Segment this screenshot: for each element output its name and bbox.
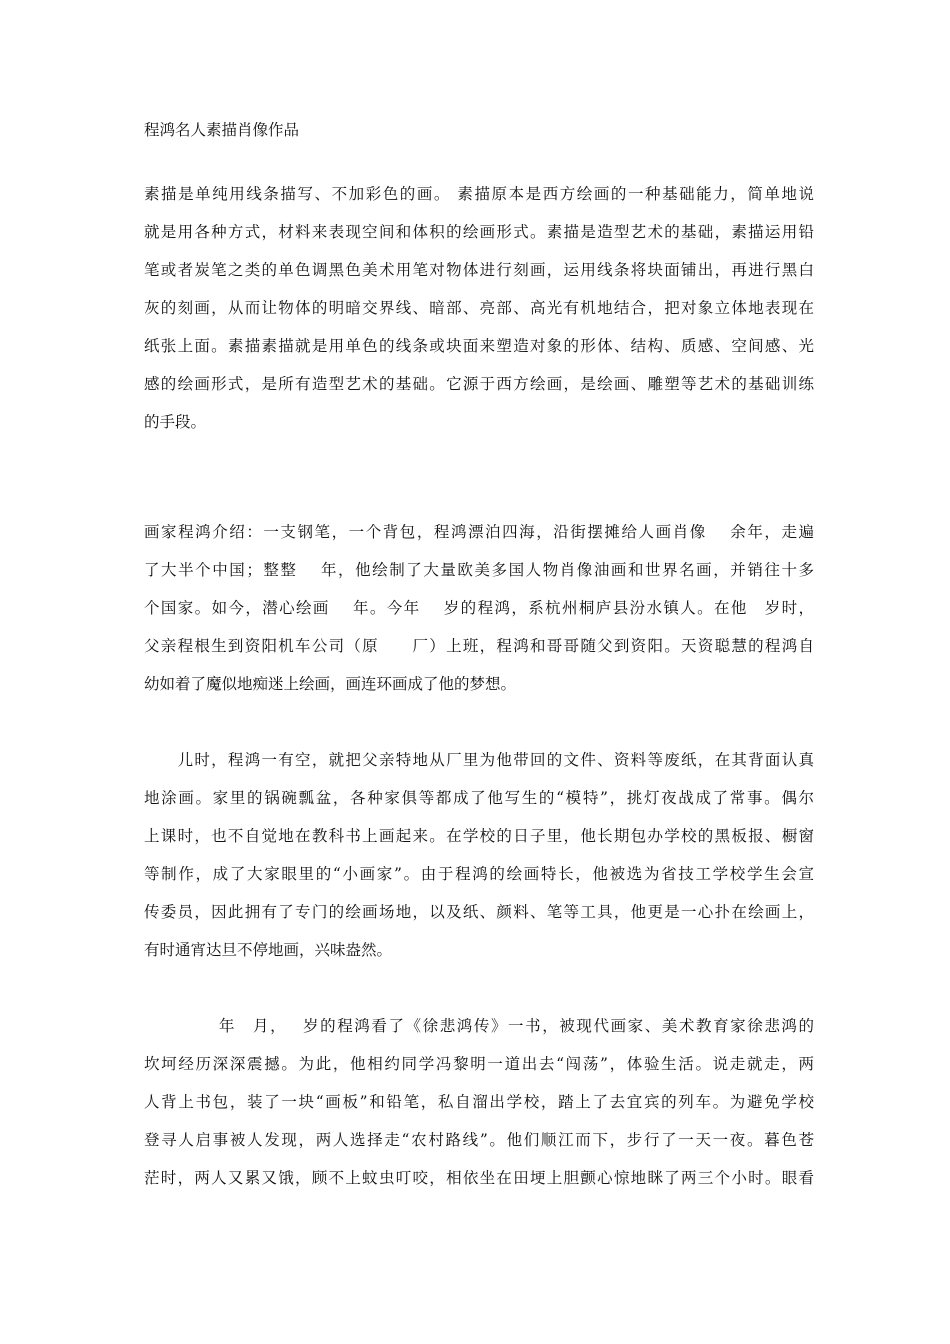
text-line: 灰的刻画，从而让物体的明暗交界线、暗部、亮部、高光有机地结合，把对象立体地表现在 <box>144 299 814 317</box>
text-line: 了大半个中国；整整 年，他绘制了大量欧美多国人物肖像油画和世界名画，并销往十多 <box>144 561 814 579</box>
document-title: 程鸿名人素描肖像作品 <box>144 121 300 139</box>
text-line: 幼如着了魔似地痴迷上绘画，画连环画成了他的梦想。 <box>144 675 517 693</box>
paragraph-childhood <box>144 741 814 969</box>
text-line: 地涂画。家里的锅碗瓢盆，各种家俱等都成了他写生的“模特”，挑灯夜战成了常事。偶尔 <box>144 789 814 807</box>
text-line: 年 月， 岁的程鸿看了《徐悲鸿传》一书，被现代画家、美术教育家徐悲鸿的 <box>144 1017 814 1035</box>
paragraph-journey <box>144 1007 814 1197</box>
text-line: 父亲程根生到资阳机车公司（原 厂）上班，程鸿和哥哥随父到资阳。天资聪慧的程鸿自 <box>144 637 814 655</box>
text-line: 有时通宵达旦不停地画，兴味盎然。 <box>144 941 393 959</box>
text-line: 纸张上面。素描素描就是用单色的线条或块面来塑造对象的形体、结构、质感、空间感、光 <box>144 337 814 355</box>
text-line: 茫时，两人又累又饿，顾不上蚊虫叮咬，相依坐在田埂上胆颤心惊地眯了两三个小时。眼看 <box>144 1169 814 1187</box>
text-line: 人背上书包，装了一块“画板”和铅笔，私自溜出学校，踏上了去宜宾的列车。为避免学校 <box>144 1093 814 1111</box>
text-line: 笔或者炭笔之类的单色调黑色美术用笔对物体进行刻画，运用线条将块面铺出，再进行黑白 <box>144 261 814 279</box>
text-line: 的手段。 <box>144 413 207 431</box>
text-line: 等制作，成了大家眼里的“小画家”。由于程鸿的绘画特长，他被选为省技工学校学生会宣 <box>144 865 814 883</box>
paragraph-sketch-definition <box>144 175 814 441</box>
text-line: 坎坷经历深深震撼。为此，他相约同学冯黎明一道出去“闯荡”，体验生活。说走就走，两 <box>144 1055 814 1073</box>
text-line: 素描是单纯用线条描写、不加彩色的画。 素描原本是西方绘画的一种基础能力，简单地说 <box>144 185 814 203</box>
text-line: 儿时，程鸿一有空，就把父亲特地从厂里为他带回的文件、资料等废纸，在其背面认真 <box>144 751 814 769</box>
text-line: 感的绘画形式，是所有造型艺术的基础。它源于西方绘画，是绘画、雕塑等艺术的基础训练 <box>144 375 814 393</box>
text-line: 登寻人启事被人发现，两人选择走“农村路线”。他们顺江而下，步行了一天一夜。暮色苍 <box>144 1131 814 1149</box>
paragraph-artist-intro <box>144 513 814 703</box>
text-line: 个国家。如今，潜心绘画 年。今年 岁的程鸿，系杭州桐庐县汾水镇人。在他 岁时， <box>144 599 814 617</box>
text-line: 画家程鸿介绍：一支钢笔，一个背包，程鸿漂泊四海，沿街摆摊给人画肖像 余年，走遍 <box>144 523 814 541</box>
text-line: 上课时，也不自觉地在教科书上画起来。在学校的日子里，他长期包办学校的黑板报、橱窗 <box>144 827 814 845</box>
text-line: 传委员，因此拥有了专门的绘画场地，以及纸、颜料、笔等工具，他更是一心扑在绘画上， <box>144 903 814 921</box>
text-line: 就是用各种方式，材料来表现空间和体积的绘画形式。素描是造型艺术的基础，素描运用铅 <box>144 223 814 241</box>
